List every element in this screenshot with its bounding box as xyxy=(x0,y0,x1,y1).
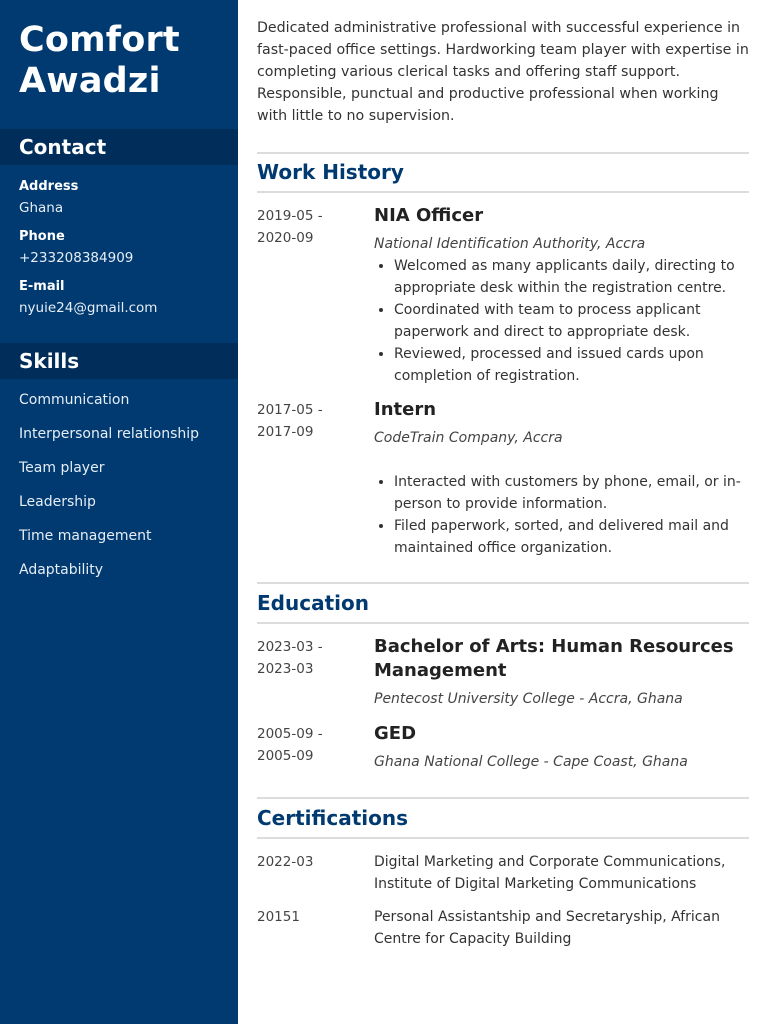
job-duty: • Filed paperwork, sorted, and delivered mail and maintained office organization. xyxy=(394,515,768,559)
sidebar xyxy=(0,0,238,1024)
school-name: Pentecost University College - Accra, Ghana xyxy=(374,691,683,707)
candidate-name xyxy=(19,20,229,102)
contact-heading: Contact xyxy=(0,129,238,165)
job-date xyxy=(257,399,357,443)
education-date-start: 2023-03 - xyxy=(257,639,323,655)
skill-item: Leadership xyxy=(19,494,96,510)
certification-text: Digital Marketing and Corporate Communications, Institute of Digital Marketing Communications xyxy=(374,854,726,892)
address-value: Ghana xyxy=(19,200,64,216)
education-date-end: 2023-03 xyxy=(257,661,314,677)
name-first: Comfort xyxy=(19,20,180,60)
section-divider xyxy=(257,837,749,839)
education-heading: Education xyxy=(257,591,369,615)
email-label: E-mail xyxy=(19,279,65,294)
degree-title-line: Bachelor of Arts: Human Resources xyxy=(374,636,734,657)
section-divider xyxy=(257,191,749,193)
skill-item: Time management xyxy=(19,528,152,544)
skill-item: Team player xyxy=(19,460,105,476)
job-duty: • Coordinated with team to process applicant paperwork and direct to appropriate desk. xyxy=(394,299,768,343)
education-date xyxy=(257,636,357,680)
job-duty: • Reviewed, processed and issued cards upon completion of registration. xyxy=(394,343,768,387)
job-title: NIA Officer xyxy=(374,205,484,226)
job-duty: • Interacted with customers by phone, email, or in-person to provide information. xyxy=(394,471,768,515)
school-name: Ghana National College - Cape Coast, Ghana xyxy=(374,754,688,770)
job-employer: National Identification Authority, Accra xyxy=(374,236,646,252)
skills-heading: Skills xyxy=(0,343,238,379)
certification-text: Personal Assistantship and Secretaryship, African Centre for Capacity Building xyxy=(374,909,720,947)
section-divider xyxy=(257,797,749,799)
job-duties xyxy=(374,255,768,387)
degree-title xyxy=(374,635,734,683)
education-date-start: 2005-09 - xyxy=(257,726,323,742)
certification-date: 2022-03 xyxy=(257,854,314,870)
certification-date: 20151 xyxy=(257,909,300,925)
degree-title: GED xyxy=(374,723,417,744)
skill-item: Communication xyxy=(19,392,130,408)
professional-summary: Dedicated administrative professional with successful experience in fast-paced office settings. Hardworking team player with expertise in completing various clerical tasks and offering staff support. Responsible, punctual and productive professional when working with little to no supervision. xyxy=(257,20,749,124)
skill-item: Interpersonal relationship xyxy=(19,426,200,442)
job-employer: CodeTrain Company, Accra xyxy=(374,430,563,446)
section-divider xyxy=(257,582,749,584)
section-divider xyxy=(257,152,749,154)
job-date-end: 2020-09 xyxy=(257,230,314,246)
section-divider xyxy=(257,622,749,624)
job-date-start: 2017-05 - xyxy=(257,402,323,418)
address-label: Address xyxy=(19,179,79,194)
degree-title-line: Management xyxy=(374,660,507,681)
skill-item: Adaptability xyxy=(19,562,104,578)
email-value: nyuie24@gmail.com xyxy=(19,300,158,316)
job-title: Intern xyxy=(374,399,437,420)
education-date xyxy=(257,723,357,767)
job-date xyxy=(257,205,357,249)
job-duty: • Welcomed as many applicants daily, directing to appropriate desk within the registration centre. xyxy=(394,255,768,299)
phone-label: Phone xyxy=(19,229,65,244)
job-date-end: 2017-09 xyxy=(257,424,314,440)
job-duties xyxy=(374,471,768,559)
education-date-end: 2005-09 xyxy=(257,748,314,764)
job-date-start: 2019-05 - xyxy=(257,208,323,224)
phone-value: +233208384909 xyxy=(19,250,134,266)
name-last: Awadzi xyxy=(19,61,161,101)
work-history-heading: Work History xyxy=(257,160,404,184)
certifications-heading: Certifications xyxy=(257,806,408,830)
